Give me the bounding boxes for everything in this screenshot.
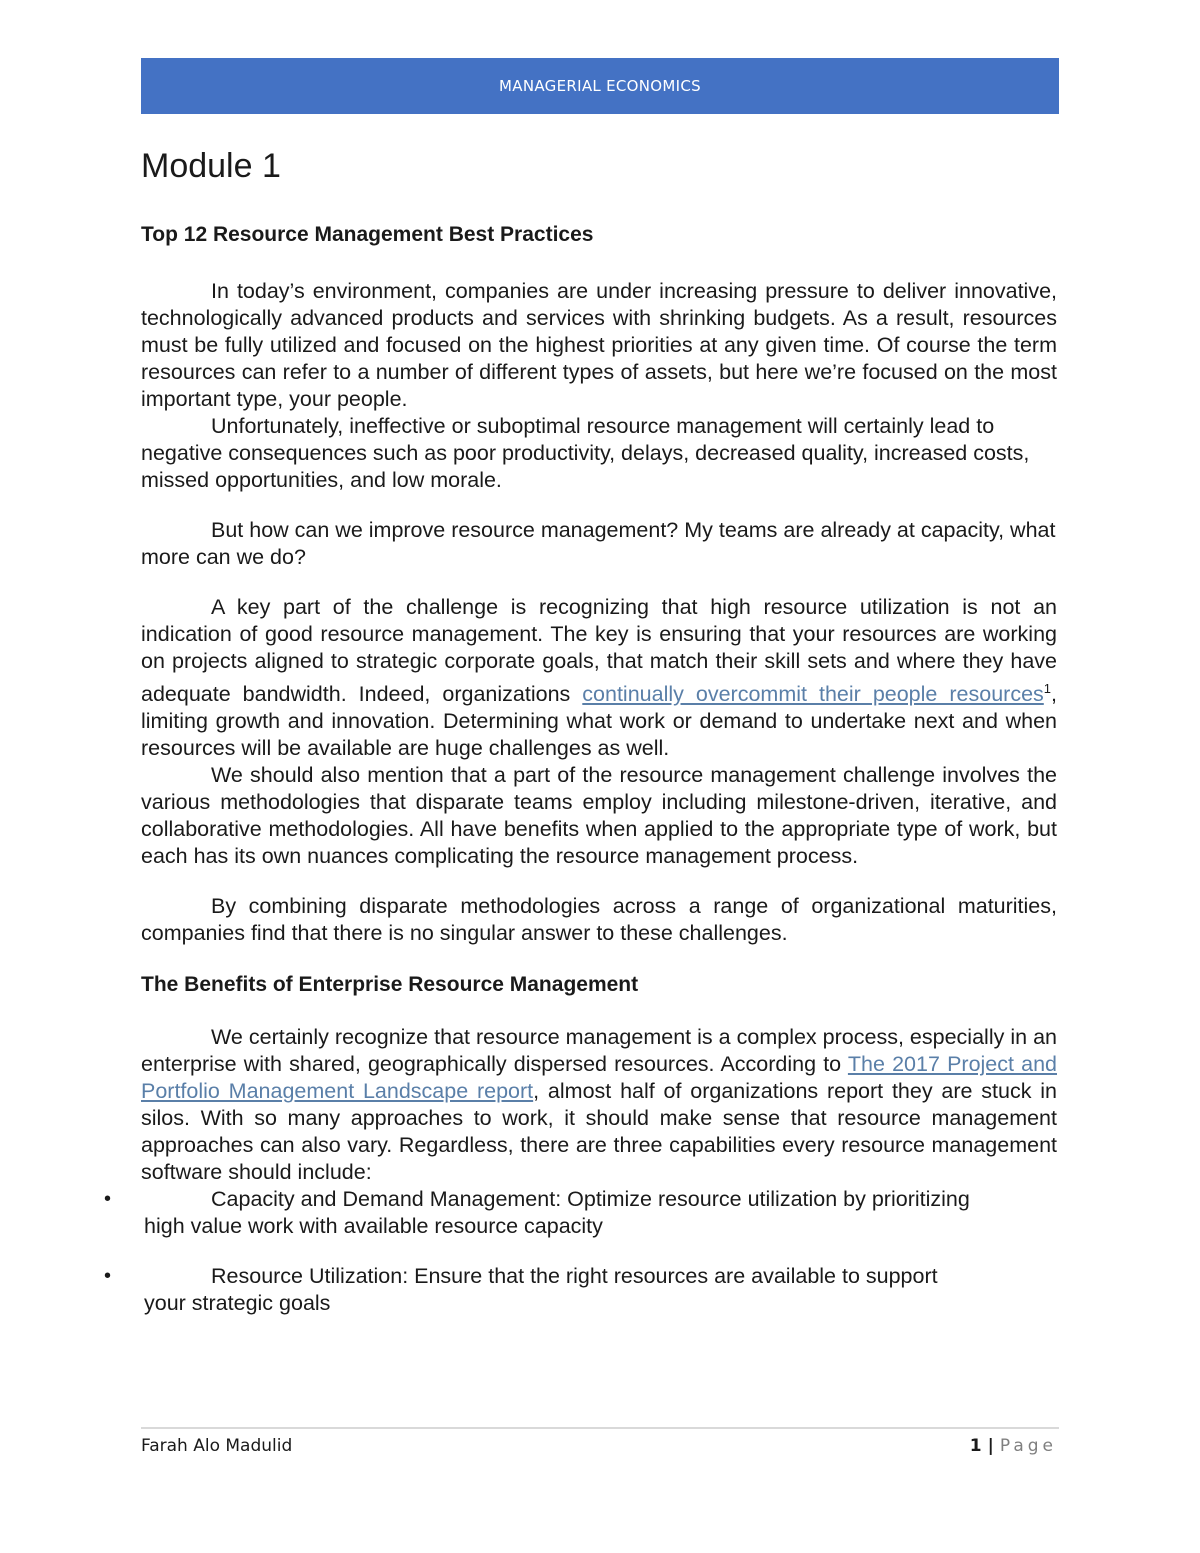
page-label: Page bbox=[999, 1436, 1057, 1456]
paragraph-consequences: Unfortunately, ineffective or suboptimal resource management will certainly lead to negative consequences such as poor productivity, delays, decreased quality, increased costs, missed opportunities, and low morale. bbox=[141, 414, 1030, 492]
paragraph-enterprise-tail: , almost half of organizations report they are stuck in silos. With so many approaches to work, it should make sense that resource management approaches can also vary. Regardless, there are three capabilities every resource management software should include: bbox=[141, 1079, 1057, 1185]
bullet-icon: • bbox=[104, 1265, 112, 1288]
bullet-item-capacity-demand bbox=[104, 1186, 1057, 1240]
overcommit-link[interactable]: continually overcommit their people resources bbox=[582, 682, 1044, 707]
paragraph-intro: In today’s environment, companies are under increasing pressure to deliver innovative, technologically advanced products and services with shrinking budgets. As a result, resources must be fully utilized and focused on the highest priorities at any given time. Of course the term resources can refer to a number of different types of assets, but here we’re focused on the most important type, your people. bbox=[141, 279, 1057, 411]
paragraph-key-challenge bbox=[141, 594, 1057, 762]
section-heading-benefits: The Benefits of Enterprise Resource Management bbox=[141, 973, 639, 997]
ppm-landscape-report-link[interactable]: The 2017 Project and Portfolio Management Landscape report bbox=[141, 1052, 1057, 1104]
bullet-line-2: your strategic goals bbox=[144, 1291, 331, 1316]
header-title: MANAGERIAL ECONOMICS bbox=[499, 77, 701, 95]
document-header-band bbox=[141, 58, 1059, 114]
bullet-item-utilization bbox=[104, 1263, 1057, 1317]
footer-author: Farah Alo Madulid bbox=[141, 1436, 293, 1456]
footnote-marker: 1 bbox=[1043, 681, 1052, 696]
page-indicator bbox=[970, 1436, 1057, 1456]
page-number: 1 bbox=[969, 1436, 982, 1456]
bullet-icon: • bbox=[104, 1188, 112, 1211]
document-body bbox=[104, 138, 1057, 1317]
page-footer bbox=[141, 1434, 1057, 1458]
bullet-line-2: high value work with available resource capacity bbox=[144, 1214, 603, 1239]
footer-divider bbox=[141, 1427, 1059, 1429]
page-separator: | bbox=[987, 1436, 994, 1456]
bullet-line-1: Resource Utilization: Ensure that the right resources are available to support bbox=[211, 1264, 938, 1289]
paragraph-key-challenge-text: A key part of the challenge is recognizing that high resource utilization is not an indication of good resource management. The key is ensuring that your resources are working on projects aligned to strategic corporate goals, that match their skill sets and where they have adequate bandwidth. Indeed, organizations bbox=[141, 595, 1057, 707]
paragraph-question: But how can we improve resource management? My teams are already at capacity, what more can we do? bbox=[141, 518, 1056, 569]
bullet-line-1: Capacity and Demand Management: Optimize resource utilization by prioritizing bbox=[211, 1187, 970, 1212]
section-heading-best-practices: Top 12 Resource Management Best Practices bbox=[141, 223, 594, 246]
module-title: Module 1 bbox=[141, 147, 281, 185]
paragraph-methodologies: We should also mention that a part of the resource management challenge involves the various methodologies that disparate teams employ including milestone-driven, iterative, and collaborative methodologies. All have benefits when applied to the appropriate type of work, but each has its own nuances complicating the resource management process. bbox=[141, 763, 1057, 869]
paragraph-enterprise bbox=[141, 1024, 1057, 1186]
paragraph-combining: By combining disparate methodologies across a range of organizational maturities, companies find that there is no singular answer to these challenges. bbox=[141, 894, 1057, 946]
paragraph-key-challenge-tail: , limiting growth and innovation. Determining what work or demand to undertake next and when resources will be available are huge challenges as well. bbox=[141, 682, 1057, 761]
paragraph-enterprise-text: We certainly recognize that resource management is a complex process, especially in an enterprise with shared, geographically dispersed resources. According to bbox=[141, 1025, 1057, 1077]
